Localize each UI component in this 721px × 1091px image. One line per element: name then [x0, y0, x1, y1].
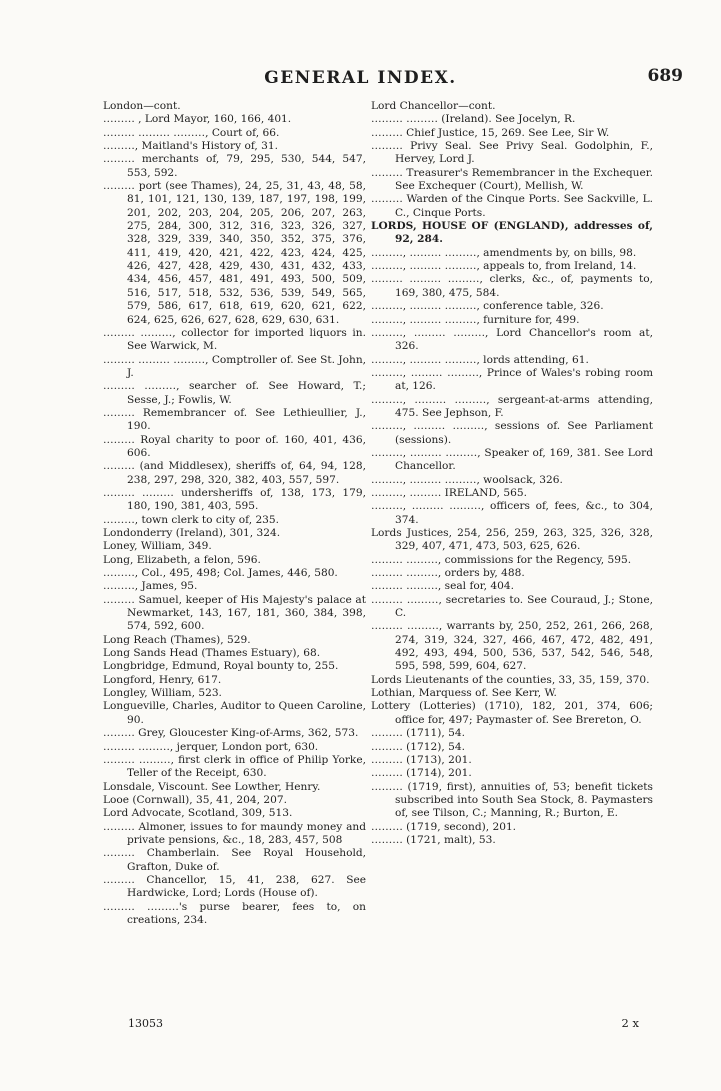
index-entry: ……… Almoner, issues to for maundy money and private pensions, &c., 18, 283, 457, 508 [103, 820, 366, 846]
index-entry: ……… Grey, Gloucester King-of-Arms, 362, 573. [103, 727, 359, 740]
right-index-column [371, 100, 653, 847]
index-entry: ……… ……… (Ireland). See Jocelyn, R. [371, 113, 576, 126]
index-entry: Longford, Henry, 617. [103, 673, 222, 686]
index-entry: ……… (1713), 201. [371, 753, 472, 766]
index-entry: Lords Justices, 254, 256, 259, 263, 325, 326, 328, 329, 407, 471, 473, 503, 625, 626. [371, 527, 653, 553]
index-entry: ………, James, 95. [103, 580, 198, 593]
index-entry: ……… ………, orders by, 488. [371, 567, 525, 580]
index-entry: ……… port (see Thames), 24, 25, 31, 43, 48, 58, 81, 101, 121, 130, 139, 187, 197, 198, 199, 201, 202, 203, 204, 205, 206, 207, 263, 275, 284, 300, 312, 316, 323, 326, 327, 328, 329, 339, 340, 350, 352, 375, 376, 411, 419, 420, 421, 422, 423, 424, 425, 426, 427, 428, 429, 430, 431, 432, 433, 434, 456, 457, 481, 491, 493, 500, 509, 516, 517, 518, 532, 536, 539, 549, 565, 579, 586, 617, 618, 619, 620, 621, 622, 624, 625, 626, 627, 628, 629, 630, 631. [103, 180, 366, 326]
index-entry: Long Reach (Thames), 529. [103, 633, 251, 646]
index-entry: Lord Chancellor—cont. [371, 100, 496, 112]
index-entry: ……… (1719, first), annuities of, 53; benefit tickets subscribed into South Sea Stock, 8. Paymasters of, see Tilson, C.; Manning, R.; Burton, E. [371, 780, 653, 820]
index-entry: ……… ………'s purse bearer, fees to, on creations, 234. [103, 900, 366, 926]
index-entry: ……… (1711), 54. [371, 727, 465, 740]
index-entry: ……… ………, commissions for the Regency, 595. [371, 553, 632, 566]
index-entry: ……… ……… ………, clerks, &c., of, payments to, 169, 380, 475, 584. [371, 273, 653, 299]
index-entry: ………, Maitland's History of, 31. [103, 140, 278, 153]
index-entry: Looe (Cornwall), 35, 41, 204, 207. [103, 793, 287, 806]
index-entry: ………, ……… ………, appeals to, from Ireland, 14. [371, 260, 637, 273]
index-entry: ……… Chancellor, 15, 41, 238, 627. See Hardwicke, Lord; Lords (House of). [103, 873, 366, 900]
index-entry: ………, ……… ………, Prince of Wales's robing room at, 126. [371, 366, 653, 393]
index-entry: ………, ……… ………, Speaker of, 169, 381. See Lord Chancellor. [371, 446, 653, 473]
index-entry: ……… ……… ………, Court of, 66. [103, 126, 280, 139]
sheet-mark: 2 x [621, 1016, 639, 1030]
page-number: 689 [647, 66, 683, 86]
index-entry: ……… Warden of the Cinque Ports. See Sackville, L. C., Cinque Ports. [371, 193, 653, 219]
index-entry: ……… Privy Seal. See Privy Seal. Godolphin, F., Hervey, Lord J. [371, 140, 653, 166]
index-entry: ………, ……… ………, officers of, fees, &c., to 304, 374. [371, 500, 653, 526]
index-entry: Longbridge, Edmund, Royal bounty to, 255. [103, 660, 339, 673]
index-entry: Lords Lieutenants of the counties, 33, 35, 159, 370. [371, 673, 650, 686]
signature-mark: 13053 [128, 1017, 163, 1030]
index-entry: ……… (and Middlesex), sheriffs of, 64, 94, 128, 238, 297, 298, 320, 382, 403, 557, 597. [103, 460, 366, 486]
index-entry: ……… Royal charity to poor of. 160, 401, 436, 606. [103, 433, 366, 459]
index-entry: ………, ……… ………, furniture for, 499. [371, 313, 580, 326]
index-entry: ………, ……… ………, amendments by, on bills, 98. [371, 246, 637, 259]
index-entry: Longley, William, 523. [103, 687, 222, 700]
index-entry: ……… Treasurer's Remembrancer in the Exchequer. See Exchequer (Court), Mellish, W. [371, 166, 653, 193]
index-entry: ……… ………, first clerk in office of Philip Yorke, Teller of the Receipt, 630. [103, 753, 366, 780]
index-entry: ……… ……… ………, Comptroller of. See St. John, J. [103, 353, 367, 379]
index-entry: Loney, William, 349. [103, 540, 212, 553]
page-title: GENERAL INDEX. [264, 68, 457, 88]
index-entry: Londonderry (Ireland), 301, 324. [103, 527, 281, 539]
index-entry: ……… (1721, malt), 53. [371, 833, 496, 846]
index-entry: ……… ………, warrants by, 250, 252, 261, 266, 268, 274, 319, 324, 327, 466, 467, 472, 482, 491, 492, 493, 494, 500, 536, 537, 542, 546, 548, 595, 598, 599, 604, 627. [371, 620, 653, 673]
index-entry: Lonsdale, Viscount. See Lowther, Henry. [103, 780, 321, 793]
index-entry: ………, ……… ………, sergeant-at-arms attending, 475. See Jephson, F. [371, 393, 653, 419]
index-entry: ……… Chief Justice, 15, 269. See Lee, Sir W. [371, 126, 610, 139]
index-entry: LORDS, HOUSE OF (ENGLAND), addresses of, 92, 284. [371, 220, 653, 246]
index-entry: Longueville, Charles, Auditor to Queen Caroline, 90. [103, 700, 366, 726]
left-index-column [103, 100, 366, 927]
index-entry: ……… ………, searcher of. See Howard, T.; Sesse, J.; Fowlis, W. [103, 380, 366, 406]
index-entry: ………, ……… ………, Lord Chancellor's room at, 326. [371, 326, 653, 353]
index-entry: ……… Remembrancer of. See Lethieullier, J., 190. [103, 406, 366, 433]
index-entry: ………, ……… ………, conference table, 326. [371, 300, 604, 313]
index-entry: ……… (1714), 201. [371, 767, 472, 780]
index-entry: ………, ……… ………, woolsack, 326. [371, 473, 563, 486]
index-entry: ………, ……… ………, lords attending, 61. [371, 353, 589, 366]
index-entry: ………, town clerk to city of, 235. [103, 513, 280, 526]
index-entry: Lottery (Lotteries) (1710), 182, 201, 374, 606; office for, 497; Paymaster of. See Brereton, O. [371, 700, 653, 726]
index-entry: ……… ……… undersheriffs of, 138, 173, 179, 180, 190, 381, 403, 595. [103, 486, 366, 513]
index-entry: ……… merchants of, 79, 295, 530, 544, 547, 553, 592. [103, 153, 366, 179]
index-entry: ……… ………, secretaries to. See Couraud, J.; Stone, C. [371, 593, 653, 620]
index-entry: ………, ……… IRELAND, 565. [371, 486, 527, 499]
index-entry: ……… ………, collector for imported liquors in. See Warwick, M. [103, 326, 366, 353]
index-entry: ……… ………, jerquer, London port, 630. [103, 740, 319, 753]
index-entry: ……… , Lord Mayor, 160, 166, 401. [103, 113, 292, 126]
index-entry: Long, Elizabeth, a felon, 596. [103, 553, 261, 566]
index-entry: ………, ……… ………, sessions of. See Parliament (sessions). [371, 420, 653, 446]
index-entry: Lothian, Marquess of. See Kerr, W. [371, 687, 557, 700]
index-entry: Lord Advocate, Scotland, 309, 513. [103, 807, 293, 820]
index-entry: ……… Samuel, keeper of His Majesty's palace at Newmarket, 143, 167, 181, 360, 384, 398, 574, 592, 600. [103, 593, 366, 633]
index-entry: Long Sands Head (Thames Estuary), 68. [103, 647, 321, 660]
index-entry: London—cont. [103, 100, 181, 112]
index-entry: ……… Chamberlain. See Royal Household, Grafton, Duke of. [103, 847, 366, 873]
index-entry: ……… ………, seal for, 404. [371, 580, 514, 593]
index-entry: ………, Col., 495, 498; Col. James, 446, 580. [103, 567, 338, 580]
index-entry: ……… (1712), 54. [371, 740, 465, 753]
index-entry: ……… (1719, second), 201. [371, 820, 517, 833]
